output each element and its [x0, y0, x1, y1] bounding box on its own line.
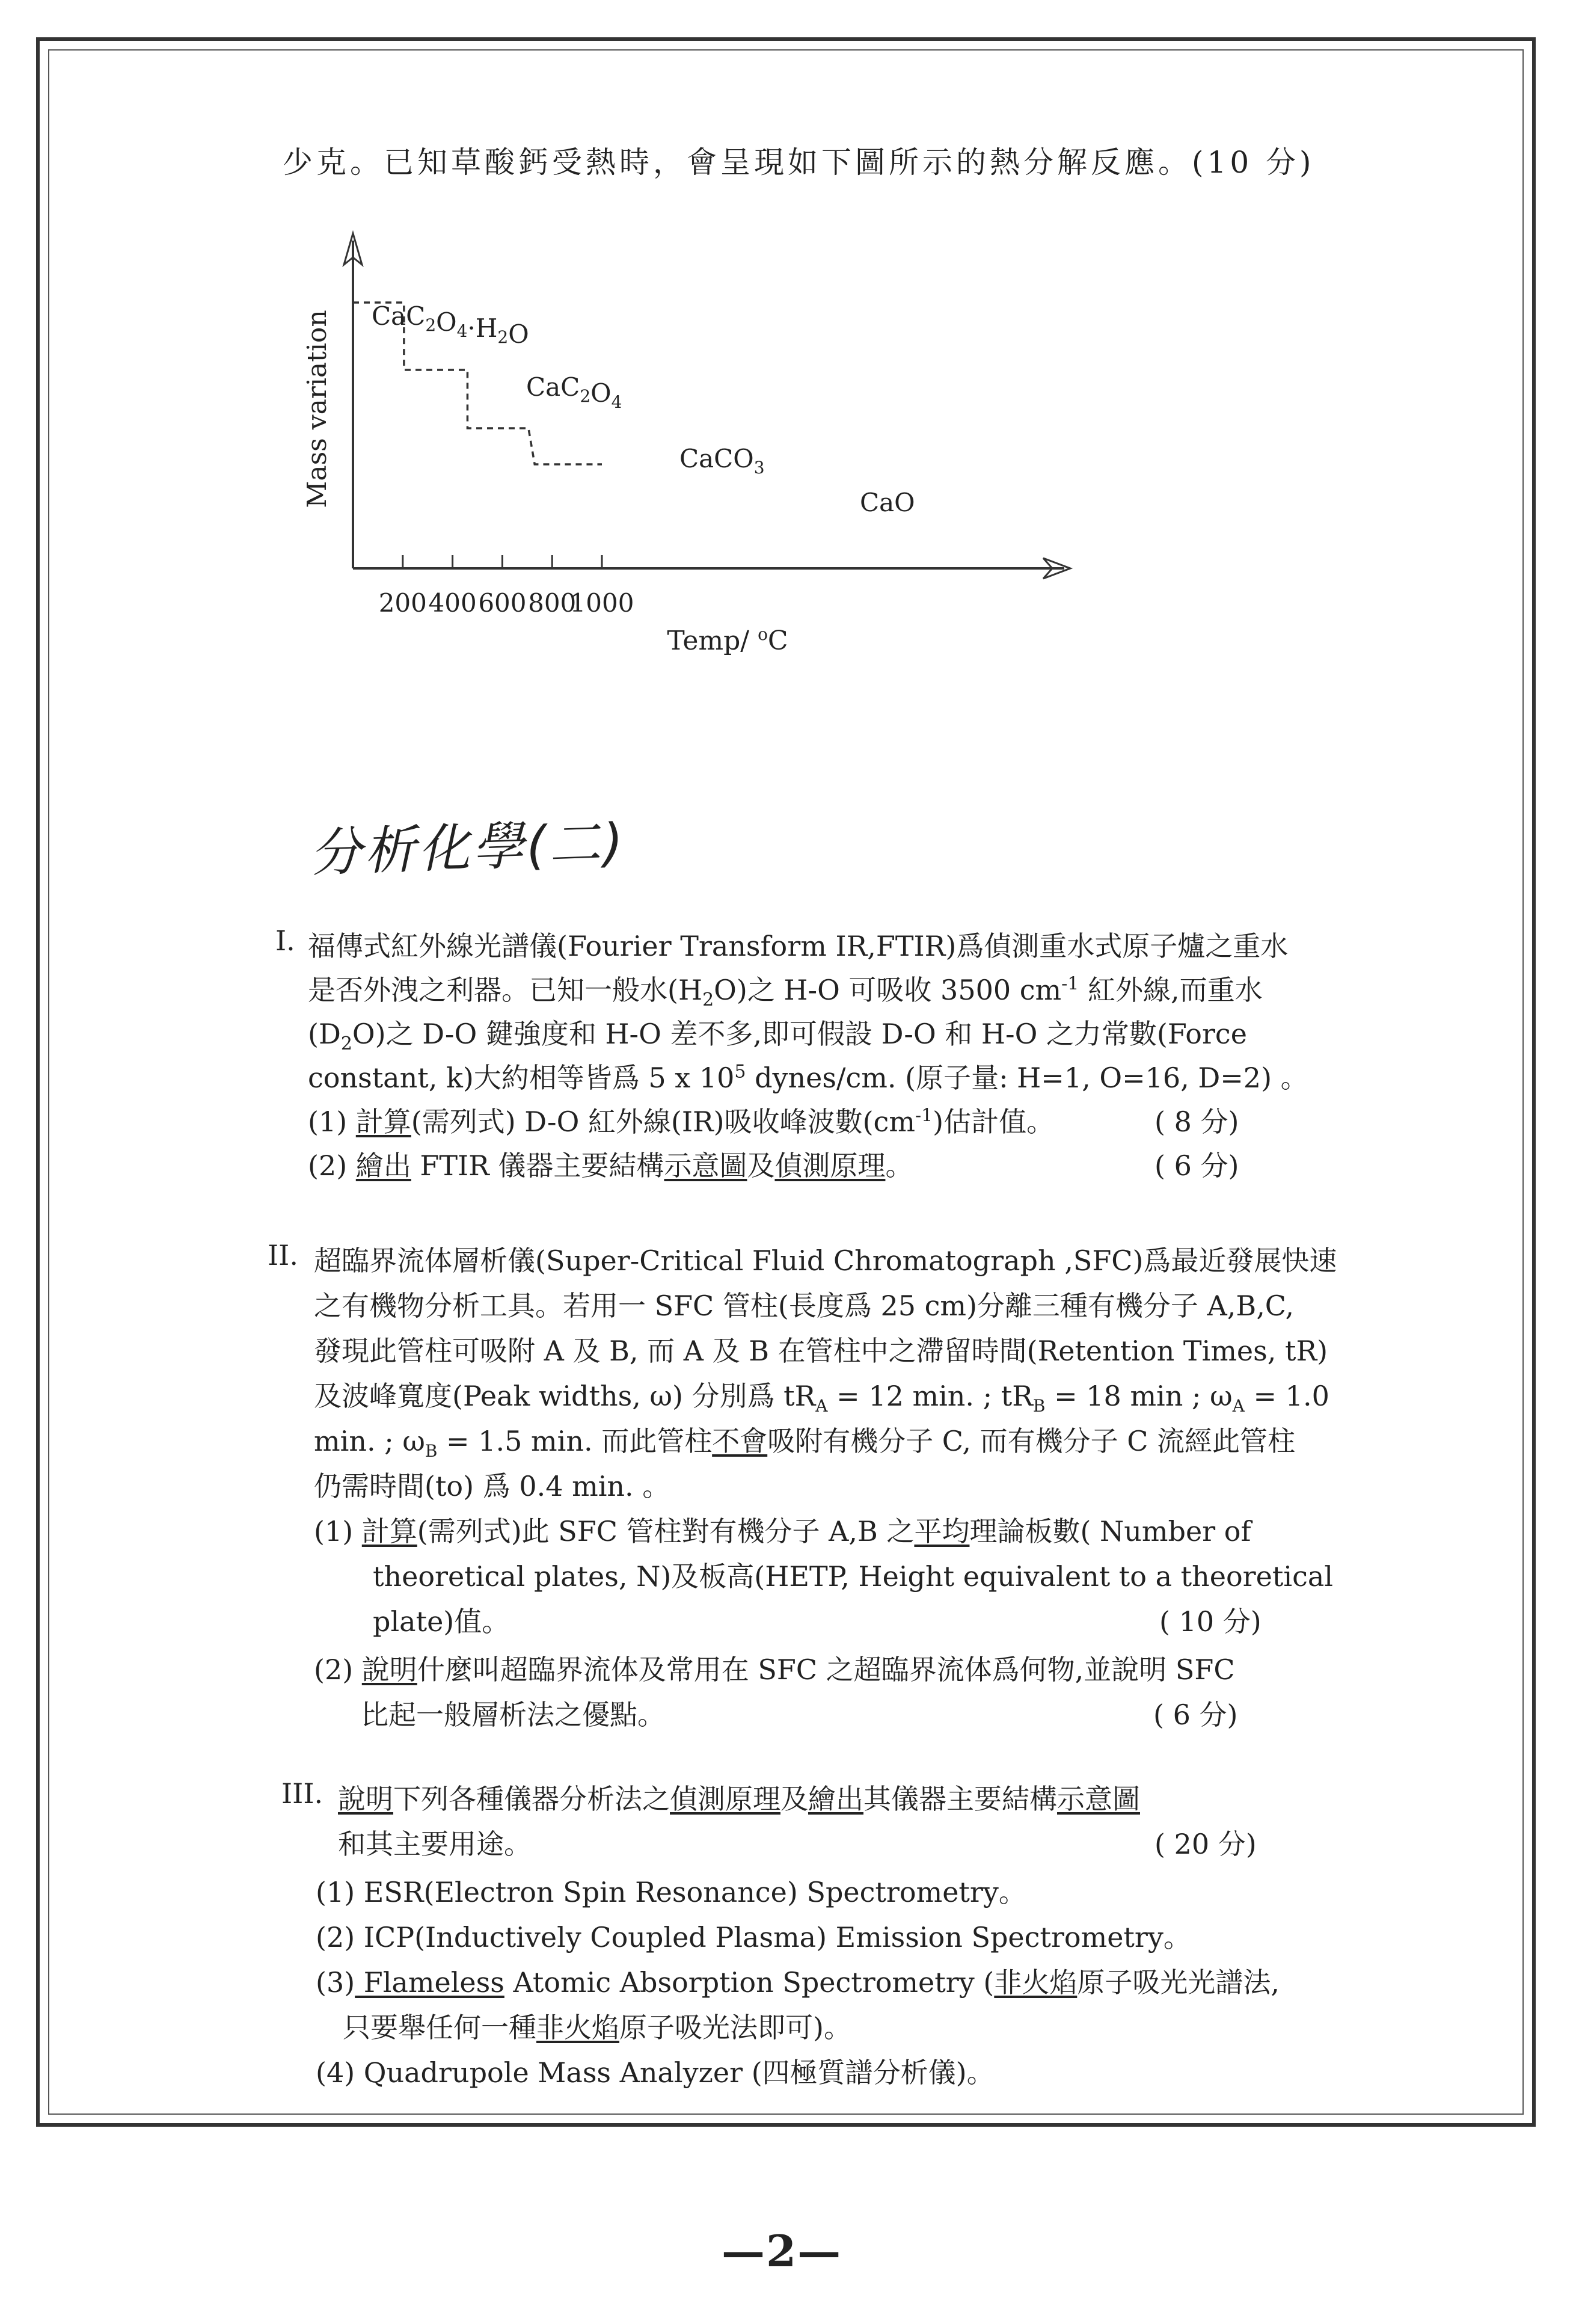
q1-number: I.	[275, 924, 295, 957]
thermal-decomposition-chart	[289, 229, 1130, 686]
x-tick-label: 600	[478, 588, 527, 618]
compound-label: CaO	[860, 488, 915, 517]
q1-line4: constant, k)大約相等皆爲 5 x $10^5$ dynes/cm. (原子量: H=1, O=16, D=2) 。	[308, 1061, 1308, 1094]
q3-item3: (3) Flameless Atomic Absorption Spectrometry (非火焰原子吸光光譜法,	[316, 1966, 1280, 1999]
page-number: —2—	[722, 2225, 842, 2276]
q2-line3: 發現此管柱可吸附 A 及 B, 而 A 及 B 在管柱中之滯留時間(Retention Times, tR)	[314, 1335, 1328, 1367]
intro-text: 少克。已知草酸鈣受熱時，會呈現如下圖所示的熱分解反應。(10 分)	[283, 145, 1315, 180]
q2-sub2-points: ( 6 分)	[1153, 1698, 1238, 1731]
x-tick-label: 1000	[569, 588, 634, 618]
compound-label: $CaC_2O_4$	[526, 372, 622, 412]
q3-item1: (1) ESR(Electron Spin Resonance) Spectrometry。	[316, 1876, 1026, 1908]
q2-line6: 仍需時間(to) 爲 0.4 min. 。	[314, 1470, 670, 1502]
chart-axes	[344, 233, 1070, 579]
compound-label: CaCO$_3$	[679, 444, 765, 478]
q1-line1: 福傳式紅外線光譜儀(Fourier Transform IR,FTIR)爲偵測重水式原子爐之重水	[308, 930, 1289, 962]
q1-sub2-points: ( 6 分)	[1154, 1149, 1239, 1182]
q1-sub2: (2) 繪出 FTIR 儀器主要結構示意圖及偵測原理。	[308, 1149, 913, 1182]
x-tick-label: 800	[528, 588, 577, 618]
q2-line1: 超臨界流体層析儀(Super-Critical Fluid Chromatograph ,SFC)爲最近發展快速	[314, 1244, 1337, 1277]
q2-sub1-line3: plate)值。	[373, 1605, 510, 1638]
q1-line3: $(D_2O)$之 D-O 鍵強度和 H-O 差不多,即可假設 D-O 和 H-O 之力常數(Force	[308, 1018, 1247, 1055]
q3-item4: (4) Quadrupole Mass Analyzer (四極質譜分析儀)。	[316, 2056, 995, 2089]
q2-line4: 及波峰寬度(Peak widths, ω) 分別爲 $tR_A = 12$ min. ; $tR_B = 18$ min ; $\omega_A = 1.0$	[314, 1380, 1329, 1416]
q3-line2: 和其主要用途。	[338, 1828, 532, 1860]
x-tick-label: 400	[428, 588, 477, 618]
y-axis-label: Mass variation	[302, 310, 333, 508]
q3-line1: 說明下列各種儀器分析法之偵測原理及繪出其儀器主要結構示意圖	[338, 1783, 1140, 1815]
q2-sub1-points: ( 10 分)	[1159, 1605, 1262, 1638]
q2-line2: 之有機物分析工具。若用一 SFC 管柱(長度爲 25 cm)分離三種有機分子 A,B,C,	[314, 1290, 1294, 1322]
q2-line5: min. ; $\omega_B = 1.5$ min. 而此管柱不會吸附有機分子 C, 而有機分子 C 流經此管柱	[314, 1425, 1296, 1462]
q2-sub2: (2) 說明什麼叫超臨界流体及常用在 SFC 之超臨界流体爲何物,並說明 SFC	[314, 1653, 1235, 1686]
q2-sub2-line2: 比起一般層析法之優點。	[361, 1698, 665, 1731]
q3-points: ( 20 分)	[1154, 1828, 1257, 1860]
q2-sub1-line2: theoretical plates, N)及板高(HETP, Height equivalent to a theoretical	[373, 1560, 1333, 1593]
handwritten-title: 分析化學(二)	[308, 812, 627, 884]
q3-item2: (2) ICP(Inductively Coupled Plasma) Emission Spectrometry。	[316, 1921, 1191, 1954]
compound-label: $CaC_2O_4\cdot H_2O$	[372, 301, 529, 349]
q1-line2: 是否外洩之利器。已知一般水$(H_2O)$之 H-O 可吸收 3500 $cm^{-1}$ 紅外線,而重水	[308, 973, 1263, 1011]
q1-sub1: (1) 計算(需列式) D-O 紅外線(IR)吸收峰波數$(cm^{-1})$估計值。	[308, 1105, 1055, 1138]
q1-sub1-points: ( 8 分)	[1154, 1105, 1239, 1138]
x-tick-label: 200	[378, 588, 427, 618]
x-axis-label: Temp/ $^o$C	[667, 624, 788, 656]
q3-item3-line2: 只要舉任何一種非火焰原子吸光法即可)。	[343, 2011, 851, 2044]
q2-number: II.	[268, 1239, 298, 1271]
q2-sub1: (1) 計算(需列式)此 SFC 管柱對有機分子 A,B 之平均理論板數( Number of	[314, 1515, 1251, 1548]
q3-number: III.	[281, 1777, 323, 1810]
